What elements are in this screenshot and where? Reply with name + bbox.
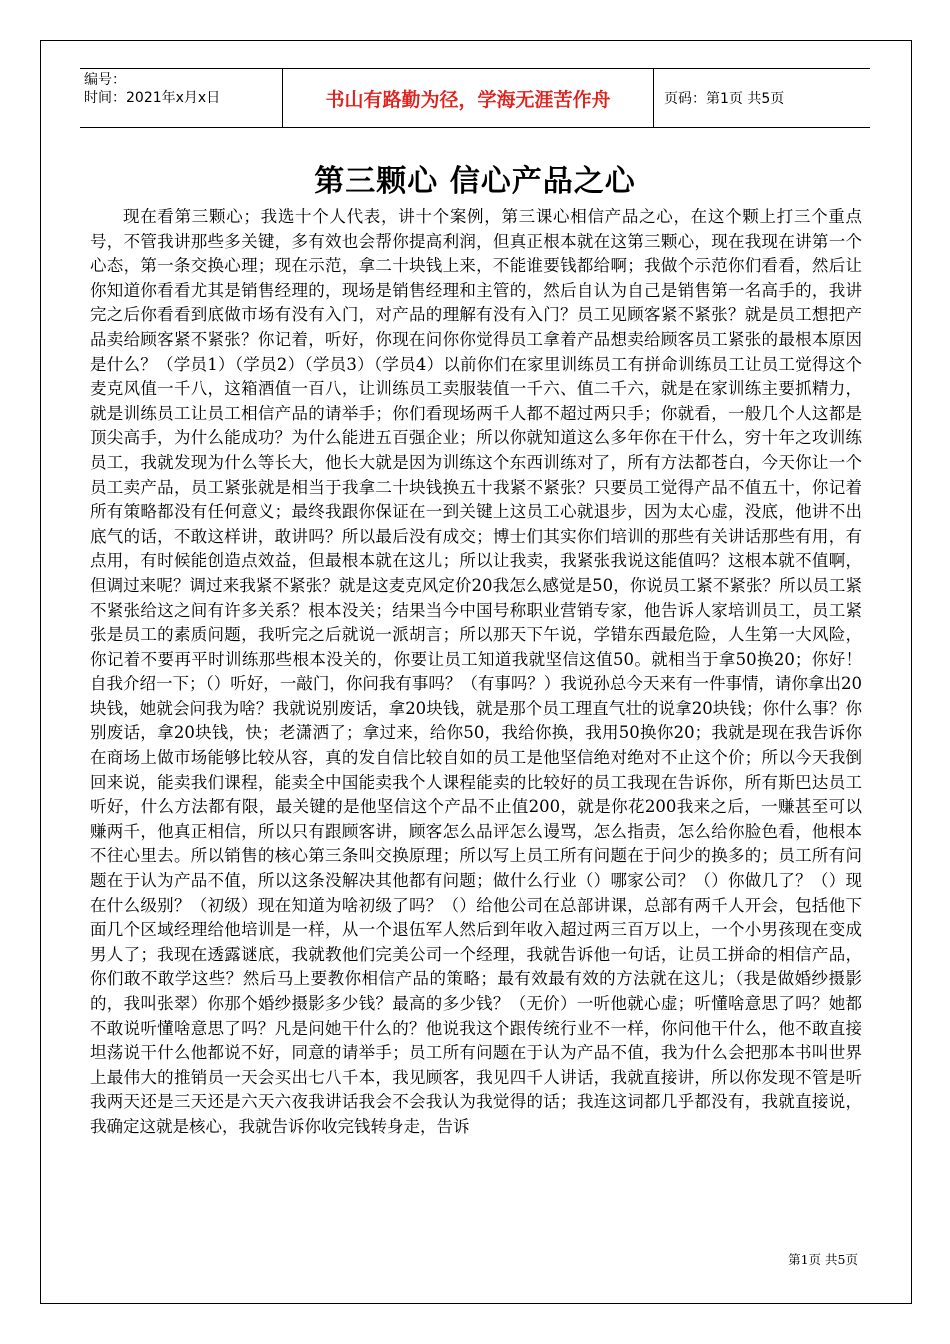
motto: 书山有路勤为径，学海无涯苦作舟: [282, 69, 654, 127]
header-meta: [80, 69, 282, 127]
code-label: 编号：: [84, 72, 126, 88]
document-header: [80, 68, 870, 128]
page-info: 页码：第1页 共5页: [664, 91, 785, 107]
document-title: 第三颗心 信心产品之心: [314, 164, 636, 199]
date-label: 时间：2021年x月x日: [84, 90, 221, 106]
page-footer: 第1页 共5页: [788, 1252, 858, 1267]
body-paragraph: 现在看第三颗心；我选十个人代表，讲十个案例，第三课心相信产品之心，在这个颗上打三个重点号，不管我讲那些多关键，多有效也会帮你提高利润，但真正根本就在这第三颗心，现在我现在讲第一个心态，第一条交换心理；现在示范，拿二十块钱上来，不能谁要钱都给啊；我做个示范你们看看，然后让你知道你看看尤其是销售经理的，现场是销售经理和主管的，然后自认为自己是销售第一名高手的，我讲完之后你看看到底做市场有没有入门，对产品的理解有没有入门？员工见顾客紧不紧张？就是员工想把产品卖给顾客紧不紧张？你记着，听好，你现在问你你觉得员工拿着产品想卖给顾客员工紧张的最根本原因是什么？（学员1）（学员2）（学员3）（学员4）以前你们在家里训练员工有拼命训练员工让员工觉得这个麦克风值一千八，这箱酒值一百八，让训练员工卖服装值一千六、值二千六，就是在家训练主要抓精力，就是训练员工让员工相信产品的请举手；你们看现场两千人都不超过两只手；你就看，一般几个人这都是顶尖高手，为什么能成功？为什么能进五百强企业；所以你就知道这么多年你在干什么，穷十年之攻训练员工，我就发现为什么等长大，他长大就是因为训练这个东西训练对了，所有方法都苍白，今天你让一个员工卖产品，员工紧张就是相当于我拿二十块钱换五十我紧不紧张？只要员工觉得产品不值五十，你记着所有策略都没有任何意义；最终我跟你保证在一到关键上这员工心就退步，因为太心虚，没底，他讲不出底气的话，不敢这样讲，敢讲吗？所以最后没有成交；博士们其实你们培训的那些有关讲话那些有用，有点用，有时候能创造点效益，但最根本就在这儿；所以让我卖，我紧张我说这能值吗？这根本就不值啊，但调过来呢？调过来我紧不紧张？就是这麦克风定价20我怎么感觉是50，你说员工紧不紧张？所以员工紧不紧张给这之间有许多关系？根本没关；结果当今中国号称职业营销专家，他告诉人家培训员工，员工紧张是员工的素质问题，我听完之后就说一派胡言；所以那天下午说，学错东西最危险，人生第一大风险，你记着不要再平时训练那些根本没关的，你要让员工知道我就坚信这值50。就相当于拿50换20；你好！自我介绍一下；（）听好，一敲门，你问我有事吗？（有事吗？）我说孙总今天来有一件事情，请你拿出20块钱，她就会问我为啥？我就说别废话，拿20块钱，就是那个员工理直气壮的说拿20块钱；你什么事？你别废话，拿20块钱，快；老潇洒了；拿过来，给你50，我给你换，我用50换你20；我就是现在我告诉你在商场上做市场能够比较从容，真的发自信比较自如的员工是他坚信绝对绝对不止这个价；所以今天我倒回来说，能卖我们课程，能卖全中国能卖我个人课程能卖的比较好的员工我现在告诉你，所有斯巴达员工听好，什么方法都有限，最关键的是他坚信这个产品不止值200，就是你花200我来之后，一赚甚至可以赚两千，他真正相信，所以只有跟顾客讲，顾客怎么品评怎么谩骂，怎么指责，怎么给你脸色看，他根本不往心里去。所以销售的核心第三条叫交换原理；所以写上员工所有问题在于问少的换多的；员工所有问题在于认为产品不值，所以这条没解决其他都有问题；做什么行业（）哪家公司？（）你做几了？（）现在什么级别？（初级）现在知道为啥初级了吗？（）给他公司在总部讲课，总部有两千人开会，包括他下面几个区域经理给他培训是一样，从一个退伍军人然后到年收入超过两三百万以上，一个小男孩现在变成男人了；我现在透露谜底，我就教他们完美公司一个经理，我就告诉他一句话，让员工拼命的相信产品，你们敢不敢学这些？然后马上要教你相信产品的策略；最有效最有效的方法就在这儿；（我是做婚纱摄影的，我叫张翠）你那个婚纱摄影多少钱？最高的多少钱？（无价）一听他就心虚；听懂啥意思了吗？她都不敢说听懂啥意思了吗？凡是问她干什么的？他说我这个跟传统行业不一样，你问他干什么，他不敢直接坦荡说干什么他都说不好，同意的请举手；员工所有问题在于认为产品不值，我为什么会把那本书叫世界上最伟大的推销员一天会买出七八千本，我见顾客，我见四千人讲话，我就直接讲，所以你发现不管是听我两天还是三天还是六天六夜我讲话我会不会我认为我觉得的话；我连这词都几乎都没有，我就直接说，我确定这就是核心，我就告诉你收完钱转身走，告诉: [90, 207, 862, 1136]
